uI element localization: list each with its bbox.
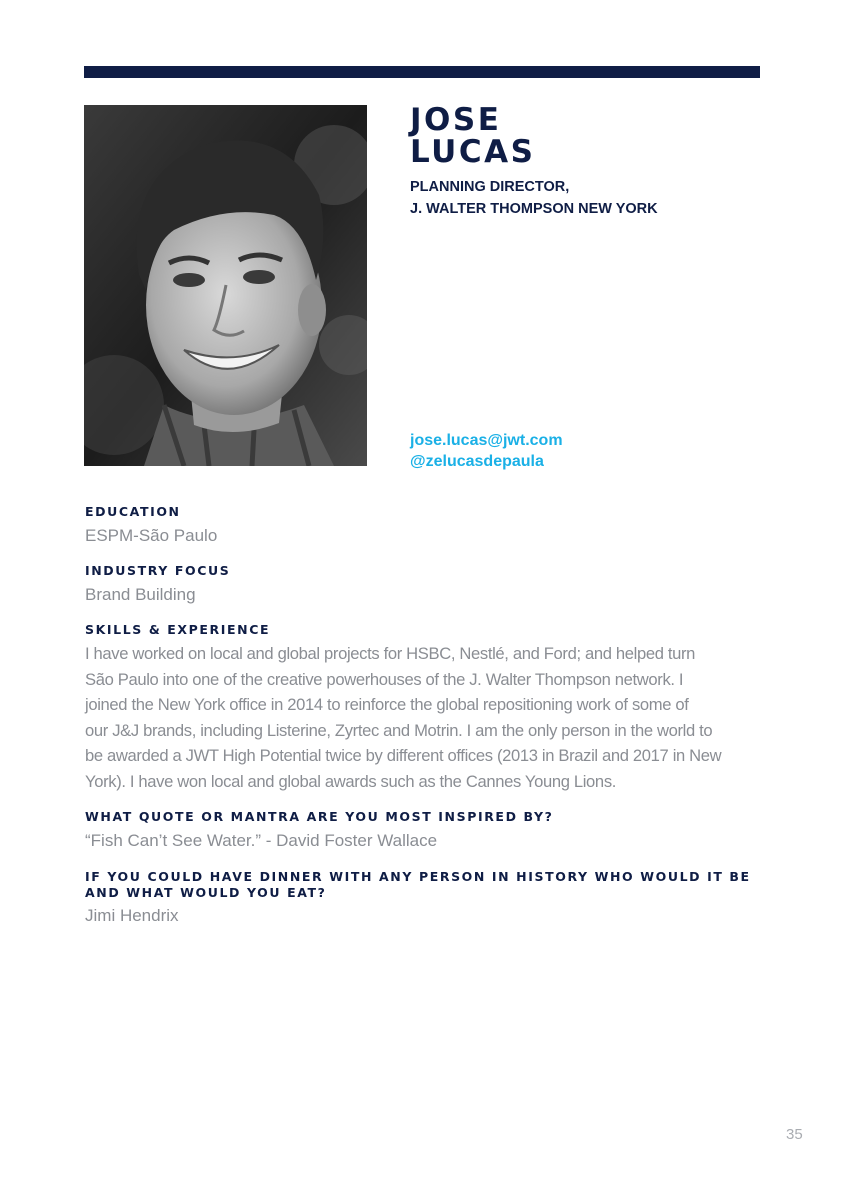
skills-heading: SKILLS & EXPERIENCE [85,622,271,637]
name-first: JOSE [410,102,502,138]
page-number: 35 [786,1126,803,1143]
skills-line: be awarded a JWT High Potential twice by different offices (2013 in Brazil and 2017 in New [85,746,722,765]
job-title-line: PLANNING DIRECTOR, [410,179,570,195]
education-heading: EDUCATION [85,504,181,519]
top-rule [84,66,760,78]
profile-photo [84,105,367,466]
company-line: J. WALTER THOMPSON NEW YORK [410,201,658,217]
email-link[interactable]: jose.lucas@jwt.com [410,432,563,449]
industry-text: Brand Building [85,585,196,604]
job-title [410,176,658,220]
name-last: LUCAS [410,134,536,170]
quote-text: “Fish Can’t See Water.” - David Foster Wallace [85,831,438,850]
skills-line: York). I have won local and global awards such as the Cannes Young Lions. [85,771,617,791]
skills-line: our J&J brands, including Listerine, Zyrtec and Motrin. I am the only person in the world to [85,720,713,740]
social-handle-link[interactable]: @zelucasdepaula [410,453,544,470]
education-text: ESPM-São Paulo [85,526,218,545]
portrait-illustration [84,105,367,466]
skills-text [85,641,775,794]
dinner-text: Jimi Hendrix [85,906,179,925]
industry-heading: INDUSTRY FOCUS [85,563,231,578]
dinner-heading-line: AND WHAT WOULD YOU EAT? [85,885,327,900]
person-name [410,104,535,168]
skills-line: I have worked on local and global projects for HSBC, Nestlé, and Ford; and helped turn [85,644,696,663]
dinner-heading [85,869,765,901]
dinner-heading-line: IF YOU COULD HAVE DINNER WITH ANY PERSON IN HISTORY WHO WOULD IT BE [85,869,751,884]
skills-line: joined the New York office in 2014 to reinforce the global repositioning work of some of [85,695,689,714]
contact-info [410,430,563,472]
quote-heading: WHAT QUOTE OR MANTRA ARE YOU MOST INSPIRED BY? [85,809,554,824]
skills-line: São Paulo into one of the creative powerhouses of the J. Walter Thompson network. I [85,669,684,689]
